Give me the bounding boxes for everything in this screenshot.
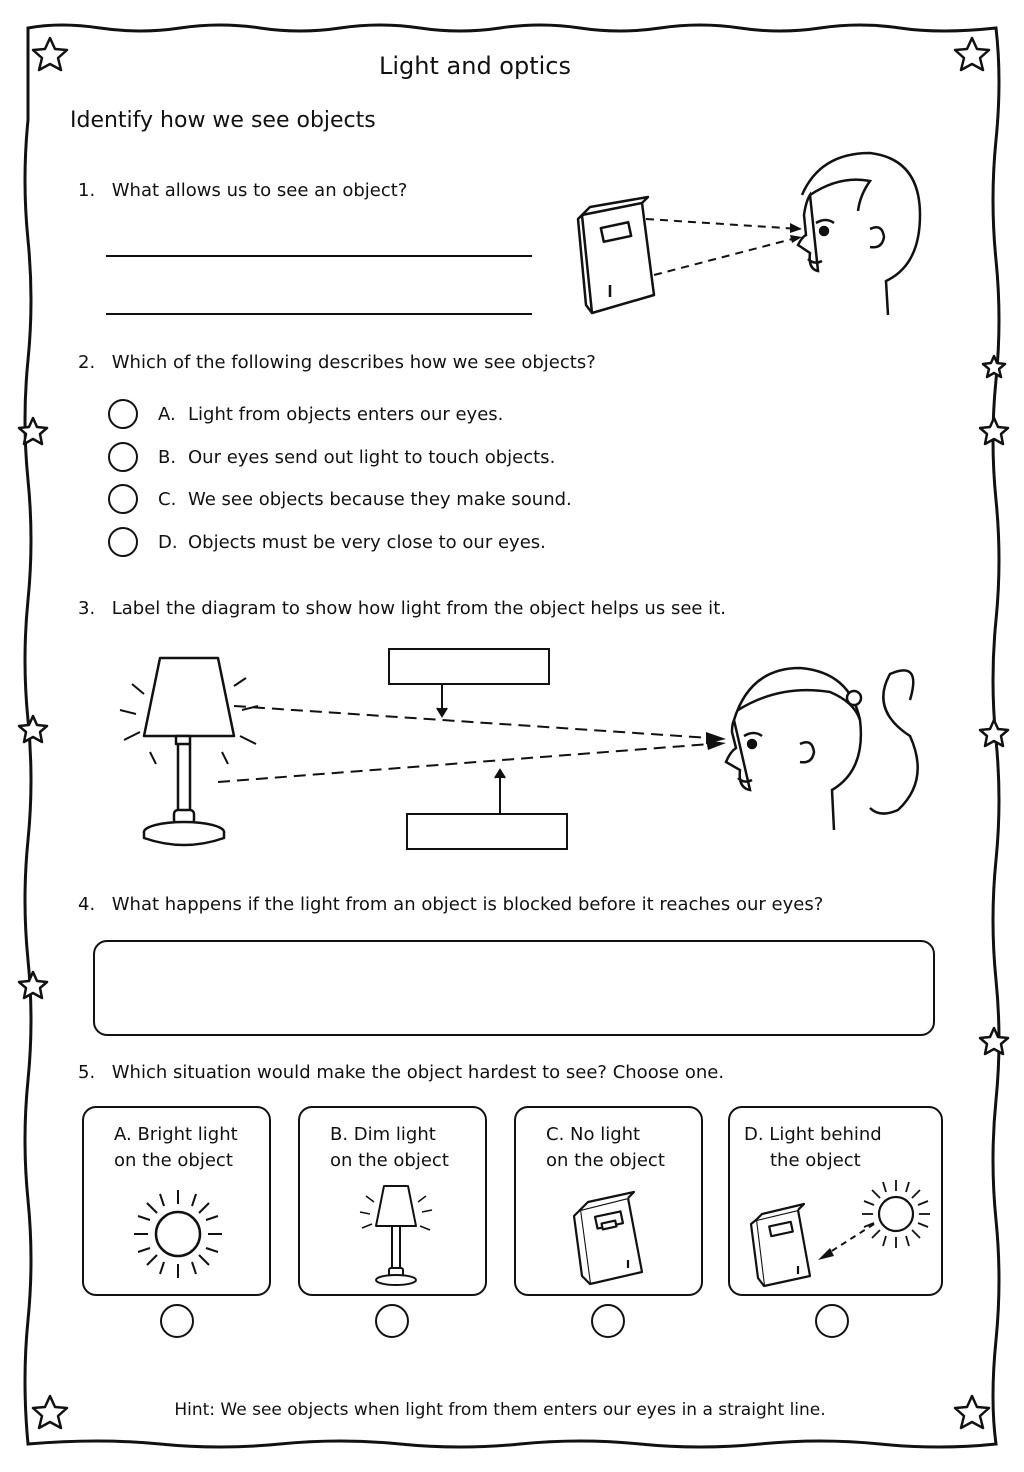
arrowheads	[706, 732, 726, 750]
card-label-line: A. Bright light	[114, 1124, 238, 1145]
question-text: What happens if the light from an object is blocked before it reaches our eyes?	[111, 894, 824, 915]
option-letter: C.	[158, 489, 177, 510]
option-c-radio[interactable]	[108, 484, 138, 514]
question-text: Label the diagram to show how light from the object helps us see it.	[111, 598, 726, 619]
option-a	[158, 404, 503, 425]
question-text: Which situation would make the object hardest to see? Choose one.	[111, 1062, 725, 1083]
star-icon	[19, 418, 47, 444]
card-label-line: the object	[770, 1150, 861, 1171]
question-2	[78, 352, 596, 373]
card-label-line: C. No light	[546, 1124, 641, 1145]
card-label	[546, 1122, 665, 1174]
question-text: Which of the following describes how we see objects?	[111, 352, 596, 373]
answer-line[interactable]	[106, 255, 532, 257]
star-icon	[983, 356, 1005, 377]
option-letter: A.	[158, 404, 176, 425]
star-icon	[955, 38, 989, 70]
hint-text: Hint: We see objects when light from them enters our eyes in a straight line.	[174, 1400, 826, 1420]
lamp-icon	[356, 1180, 436, 1290]
card-label-line: B. Dim light	[330, 1124, 436, 1145]
option-letter: B.	[158, 447, 177, 468]
option-text: Light from objects enters our eyes.	[188, 404, 504, 425]
sun-icon	[130, 1186, 226, 1282]
option-d-radio[interactable]	[108, 527, 138, 557]
label-arrows	[437, 684, 505, 816]
answer-box[interactable]	[93, 940, 935, 1036]
card-label-line: on the object	[330, 1150, 449, 1171]
option-d	[158, 532, 546, 553]
page-title: Light and optics	[379, 52, 571, 80]
question-5	[78, 1062, 724, 1083]
question-1	[78, 180, 407, 201]
label-box-top[interactable]	[388, 648, 550, 685]
lamp-icon	[144, 658, 234, 845]
option-text: We see objects because they make sound.	[188, 489, 572, 510]
star-icon	[980, 1028, 1008, 1054]
question-text: What allows us to see an object?	[111, 180, 408, 201]
light-rays	[646, 219, 800, 275]
label-box-bottom[interactable]	[406, 813, 568, 850]
option-text: Objects must be very close to our eyes.	[188, 532, 546, 553]
choice-card-b[interactable]	[298, 1106, 487, 1296]
option-c	[158, 489, 572, 510]
choice-c-radio[interactable]	[591, 1304, 625, 1338]
option-letter: D.	[158, 532, 178, 553]
question-number: 5.	[78, 1062, 96, 1083]
option-a-radio[interactable]	[108, 399, 138, 429]
choice-a-radio[interactable]	[160, 1304, 194, 1338]
card-label	[330, 1122, 449, 1174]
option-text: Our eyes send out light to touch objects.	[188, 447, 556, 468]
option-b	[158, 447, 555, 468]
question-number: 3.	[78, 598, 96, 619]
card-label-line: on the object	[114, 1150, 233, 1171]
question-number: 2.	[78, 352, 96, 373]
book-icon	[578, 197, 654, 313]
choice-card-a[interactable]	[82, 1106, 271, 1296]
question-3	[78, 598, 726, 619]
star-icon	[19, 716, 47, 742]
star-icon	[980, 720, 1008, 746]
answer-line[interactable]	[106, 313, 532, 315]
card-label-line: D. Light behind	[744, 1124, 882, 1145]
book-and-sun-icon	[748, 1178, 938, 1293]
book-to-eye-illustration	[570, 145, 930, 325]
section-heading: Identify how we see objects	[70, 108, 376, 133]
choice-card-c[interactable]	[514, 1106, 703, 1296]
card-label	[114, 1122, 238, 1174]
star-icon	[980, 418, 1008, 444]
choice-card-d[interactable]	[728, 1106, 943, 1296]
question-4	[78, 894, 823, 915]
choice-b-radio[interactable]	[375, 1304, 409, 1338]
boy-head-icon	[798, 153, 920, 315]
book-icon	[572, 1188, 652, 1288]
light-rays	[218, 706, 710, 782]
question-number: 1.	[78, 180, 96, 201]
question-number: 4.	[78, 894, 96, 915]
star-icon	[19, 972, 47, 998]
choice-d-radio[interactable]	[815, 1304, 849, 1338]
option-b-radio[interactable]	[108, 442, 138, 472]
card-label	[744, 1122, 882, 1174]
girl-head-icon	[726, 668, 918, 830]
card-label-line: on the object	[546, 1150, 665, 1171]
